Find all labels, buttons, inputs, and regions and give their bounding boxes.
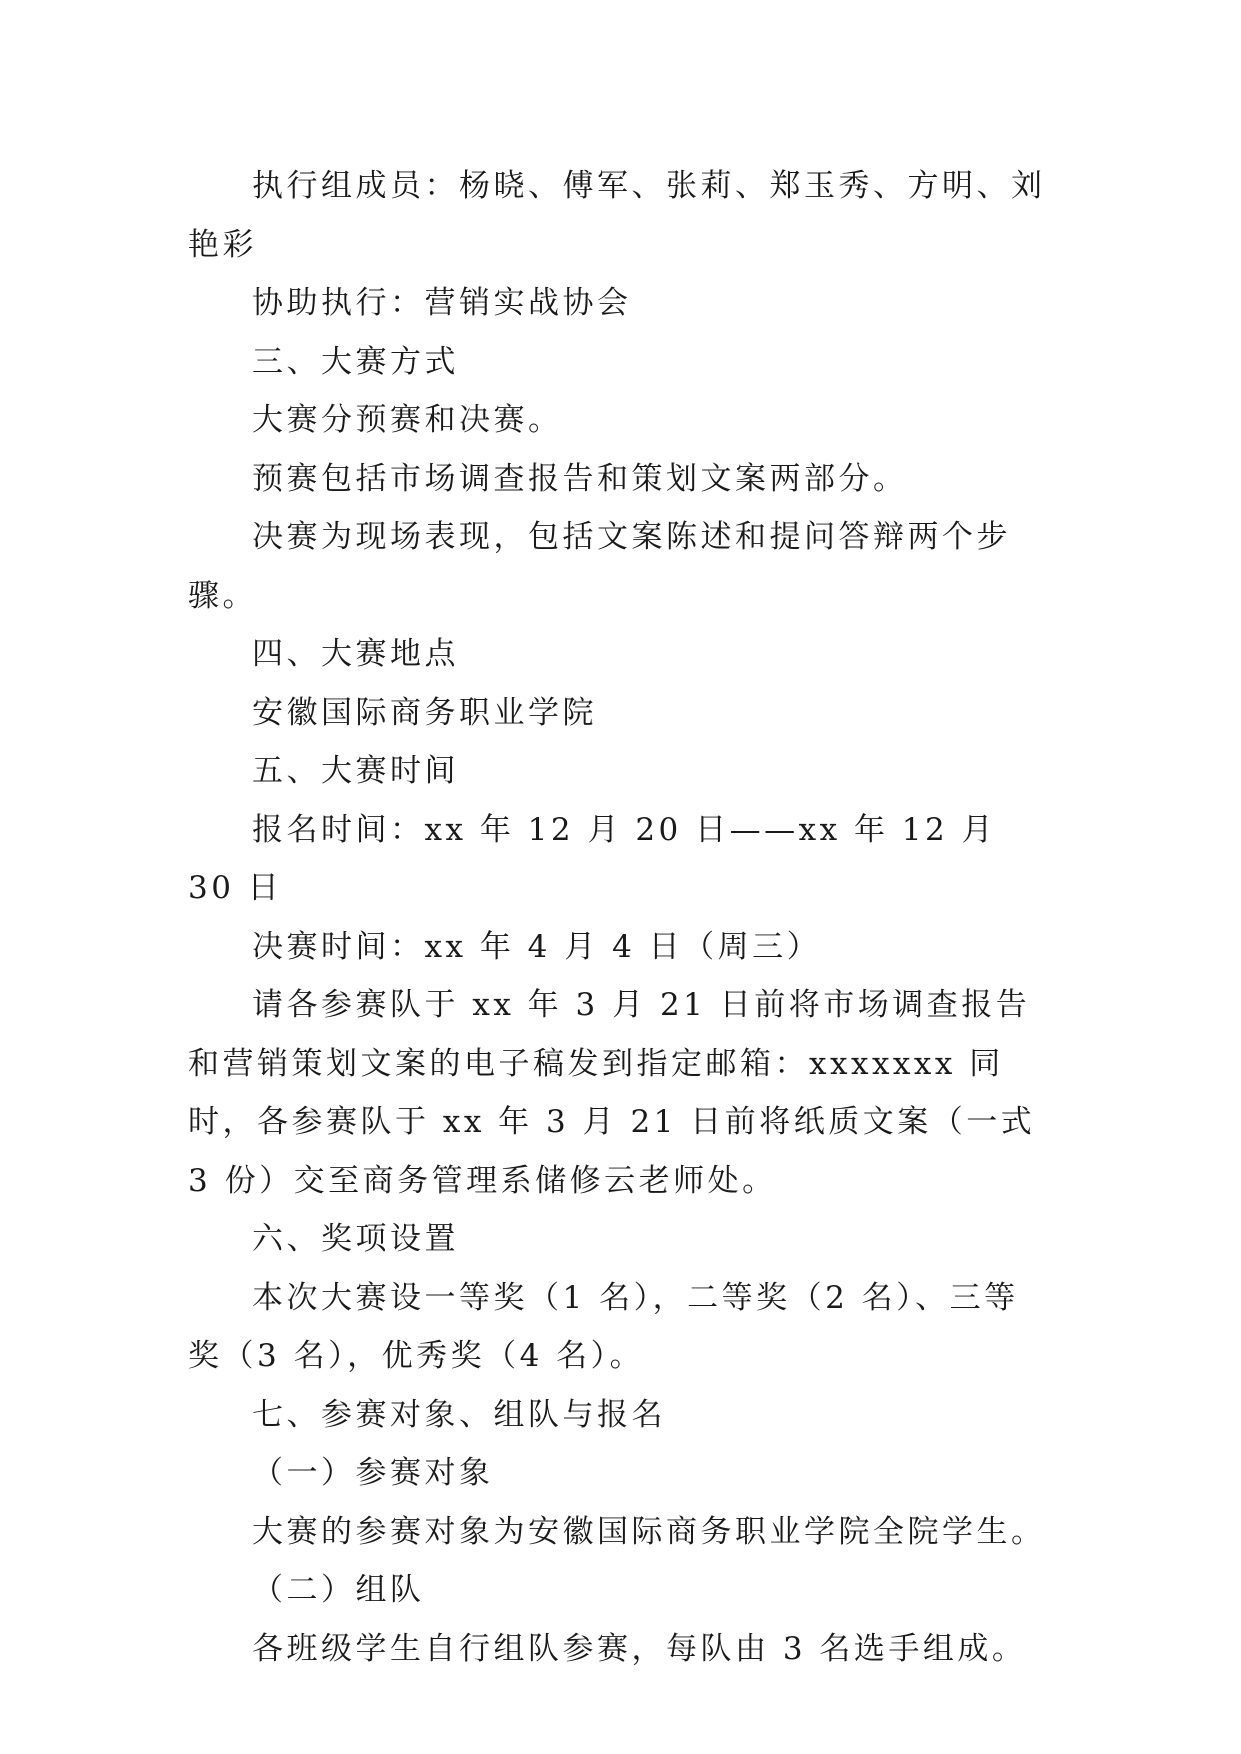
subheading-participant-targets: （一）参赛对象 [252,1455,494,1491]
paragraph-location: 安徽国际商务职业学院 [252,694,597,731]
paragraph-submission-instructions: 请各参赛队于 xx 年 3 月 21 日前将市场调查报告和营销策划文案的电子稿发到指定邮箱：xxxxxxx 同时，各参赛队于 xx 年 3 月 21 日前将纸质文案（一式 3 份）交至商务管理系储修云老师处。 [188,987,1036,1199]
paragraph-preliminary: 预赛包括市场调查报告和策划文案两部分。 [252,460,908,497]
heading-competition-location: 四、大赛地点 [252,636,459,672]
heading-participants: 七、参赛对象、组队与报名 [252,1396,666,1433]
heading-awards: 六、奖项设置 [252,1221,459,1257]
paragraph-participant-targets: 大赛的参赛对象为安徽国际商务职业学院全院学生。 [252,1513,1046,1550]
paragraph-final-time: 决赛时间：xx 年 4 月 4 日（周三） [252,928,822,965]
paragraph-format-stages: 大赛分预赛和决赛。 [252,402,563,438]
subheading-team-formation: （二）组队 [252,1572,425,1608]
paragraph-execution-members: 执行组成员：杨晓、傅军、张莉、郑玉秀、方明、刘艳彩 [188,168,1046,263]
paragraph-assist-execution: 协助执行：营销实战协会 [252,285,632,321]
paragraph-team-formation: 各班级学生自行组队参赛，每队由 3 名选手组成。 [252,1630,1027,1667]
heading-competition-time: 五、大赛时间 [252,753,459,789]
heading-competition-format: 三、大赛方式 [252,343,459,380]
paragraph-final: 决赛为现场表现，包括文案陈述和提问答辩两个步骤。 [188,519,1011,614]
document-body [188,157,1048,1678]
paragraph-registration-time: 报名时间：xx 年 12 月 20 日——xx 年 12 月 30 日 [188,811,997,906]
paragraph-awards: 本次大赛设一等奖（1 名），二等奖（2 名）、三等奖（3 名），优秀奖（4 名）。 [188,1279,1019,1374]
